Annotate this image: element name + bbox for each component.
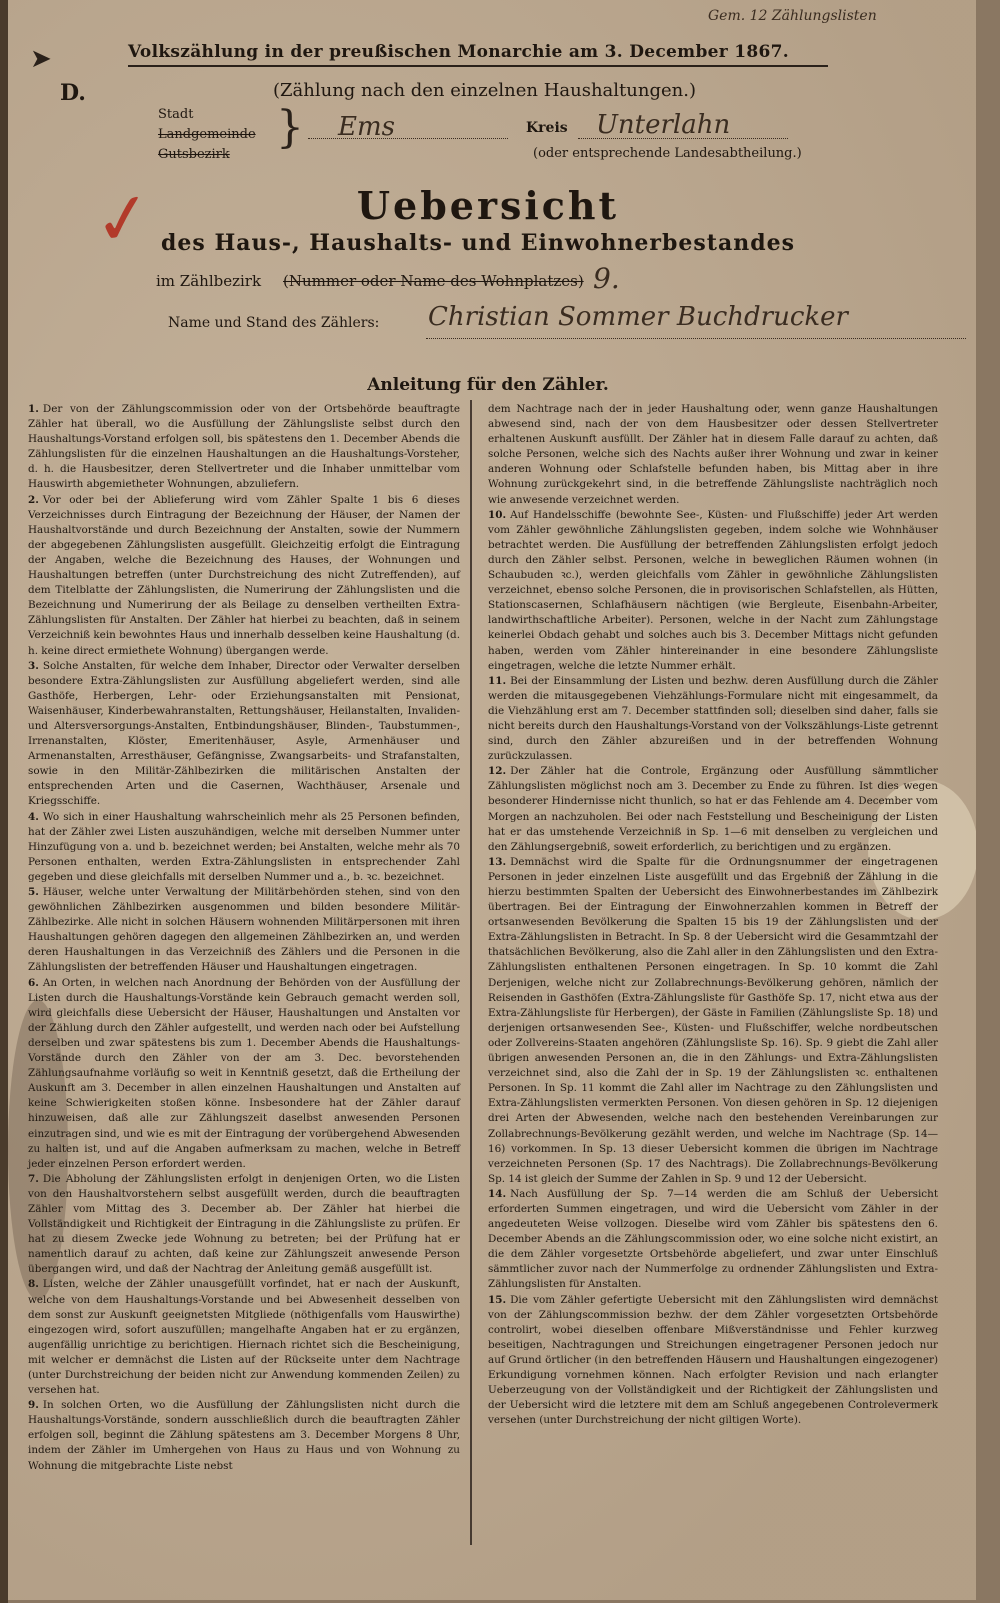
handwritten-note: Gem. 12 Zählungslisten xyxy=(708,8,877,24)
instruction-item xyxy=(28,976,460,1172)
main-title: Uebersicht xyxy=(356,183,620,228)
instruction-text: Wo sich in einer Haushaltung wahrscheinlich mehr als 25 Personen befinden, hat der Zähler zwei Listen auszuhändigen, welche mit derselben Nummer unter Hinzufügung von a. und b. bezeichnet werden; bei Anstalten, welche mehr als 70 Personen enthalten, werden Extra-Zählungslisten in entsprechender Zahl gegeben und diese gleichfalls mit derselben Nummer und a., b. ꝛc. bezeichnet. xyxy=(28,810,460,883)
instruction-item xyxy=(28,659,460,810)
instruction-item xyxy=(488,855,938,1187)
instruction-number: 13. xyxy=(488,855,507,868)
zaehlbezirk-label: im Zählbezirk xyxy=(156,272,262,290)
census-form-page xyxy=(8,0,976,1600)
instruction-text: Auf Handelsschiffe (bewohnte See-, Küsten- und Flußschiffe) jeder Art werden vom Zähler gewöhnliche Zählungslisten gegeben, indem solche wie Wohnhäuser betrachtet werden. Die Ausfüllung der betreffenden Zählungslisten erfolgt jedoch durch den Zähler selbst. Personen, welche in beweglichen Räumen wohnen (in Schaubuden ꝛc.), werden gleichfalls vom Zähler in gewöhnliche Zählungslisten verzeichnet, ebenso solche Personen, die in provisorischen Schlafstellen, als Hütten, Stationscasernen, Schlafhäusern nächtigen (wie Bergleute, Eisenbahn-Arbeiter, landwirthschaftliche Arbeiter). Personen, welche in der Nacht zum Zählungstage keinerlei Obdach gehabt und solches auch bis 3. December Mittags nicht gefunden haben, werden vom Zähler hintereinander in eine besondere Zählungsliste eingetragen, welche die letzte Nummer erhält. xyxy=(488,508,938,672)
instruction-number: 7. xyxy=(28,1172,39,1185)
instruction-item xyxy=(488,764,938,855)
zaehlbezirk-value: 9. xyxy=(593,262,620,295)
instruction-number: 8. xyxy=(28,1278,39,1291)
zaehlbezirk-struck-text: (Nummer oder Name des Wohnplatzes) xyxy=(283,272,584,290)
instruction-text: Der Zähler hat die Controle, Ergänzung oder Ausfüllung sämmtlicher Zählungslisten möglichst noch am 3. December zu Ende zu führen. Ist dies wegen besonderer Hindernisse nicht thunlich, so hat er das Fehlende am 4. December vom Morgen an nachzuholen. Bei oder nach Feststellung und Bescheinigung der Listen hat er das umstehende Verzeichniß in Sp. 1—6 mit denselben zu vergleichen und den Zählungsergebniß, soweit erforderlich, zu berichtigen und zu ergänzen. xyxy=(488,765,938,853)
kreis-value: Unterlahn xyxy=(596,110,731,140)
instruction-text: dem Nachtrage nach der in jeder Haushaltung oder, wenn ganze Haushaltungen abwesend sind, nach der von dem Hausbesitzer oder dessen Stellvertreter erhaltenen Auskunft ausfüllt. Der Zähler hat in diesem Falle darauf zu achten, daß solche Personen, welche sich des Nachts außer ihrer Wohnung und zwar in keiner anderen Wohnung oder Schlafstelle befunden haben, bis Mittag aber in ihre Wohnung zurückgekehrt sind, in die betreffende Zählungsliste nachträglich noch wie anwesende verzeichnet werden. xyxy=(488,403,938,506)
instruction-text: An Orten, in welchen nach Anordnung der Behörden von der Ausfüllung der Listen durch die Haushaltungs-Vorstände kein Gebrauch gemacht werden soll, wird gleichfalls diese Uebersicht der Häuser, Haushaltungen und Anstalten vor der Zählung durch den Zähler aufgestellt, und werden nach oder bei Aufstellung derselben und zwar spätestens bis zum 1. December Abends die Haushaltungs-Vorstände durch den Zähler von der am 3. Dec. bevorstehenden Zählungsaufnahme vorläufig so weit in Kenntniß gesetzt, daß die Ertheilung der Auskunft am 3. December in allen einzelnen Haushaltungen und Anstalten auf keine Schwierigkeiten stoßen könne. Insbesondere hat der Zähler darauf hinzuweisen, daß alle zur Zählungszeit daselbst anwesenden Personen einzutragen sind, und wie es mit der Eintragung der vorübergehend Abwesenden zu halten ist, und auf die Angaben aufmerksam zu machen, welche in Betreff jeder einzelnen Person erfordert werden. xyxy=(28,976,460,1170)
instructions-left-column xyxy=(28,402,460,1474)
instruction-number: 9. xyxy=(28,1399,39,1412)
instruction-text: Häuser, welche unter Verwaltung der Militärbehörden stehen, sind von den gewöhnlichen Zählbezirken ausgenommen und bilden besondere Militär-Zählbezirke. Alle nicht in solchen Häusern wohnenden Militärpersonen mit ihren Haushaltungen gehören dagegen den allgemeinen Zählbezirken an, und werden deren Haushaltungen in das Verzeichniß des Zählers und die Personen in die Zählungslisten der betreffenden Häuser und Haushaltungen eingetragen. xyxy=(28,886,460,974)
instruction-text: Demnächst wird die Spalte für die Ordnungsnummer der eingetragenen Personen in jeder einzelnen Liste ausgefüllt und das Ergebniß der Zählung in die hierzu bestimmten Spalten der Uebersicht des Einwohnerbestandes im Zählbezirk übertragen. Bei der Eintragung der Einwohnerzahlen kommen in Betreff der ortsanwesenden Bevölkerung die Spalten 15 bis 19 der Zählungslisten und der Extra-Zählungslisten in Betracht. In Sp. 8 der Uebersicht wird die Gesammtzahl der thatsächlichen Bevölkerung, also die Zahl aller in den Zählungslisten und den Extra-Zählungslisten enthaltenen Personen eingetragen. In Sp. 10 kommt die Zahl Derjenigen, welche nicht zur Zollabrechnungs-Bevölkerung gehören, nämlich der Reisenden in Gasthöfen (Extra-Zählungsliste für Gasthöfe Sp. 17, nicht etwa aus der Extra-Zählungsliste für Herbergen), der Gäste in Familien (Zählungsliste Sp. 18) und derjenigen ortsanwesenden See-, Küsten- und Flußschiffer, welche nordbeutschen oder Zollvereins-Staaten angehören (Zählungsliste Sp. 16). Sp. 9 giebt die Zahl aller übrigen anwesenden Personen an, die in den Zählungs- und Extra-Zählungslisten verzeichnet sind, also die Zahl der in Sp. 19 der Zählungslisten ꝛc. enthaltenen Personen. In Sp. 11 kommt die Zahl aller im Nachtrage zu den Zählungslisten und Extra-Zählungslisten vermerkten Personen. Von diesen gehören in Sp. 12 diejenigen drei Arten der Abwesenden, welche nach den bestehenden Vereinbarungen zur Zollabrechnungs-Bevölkerung gezählt werden, und welche im Nachtrage (Sp. 14—16) vorkommen. In Sp. 13 dieser Uebersicht kommen die übrigen im Nachtrage verzeichneten Personen (Sp. 17 des Nachtrags). Die Zollabrechnungs-Bevölkerung Sp. 14 ist gleich der Summe der Zahlen in Sp. 9 und 12 der Uebersicht. xyxy=(488,855,938,1185)
instruction-item xyxy=(28,493,460,659)
form-letter: D. xyxy=(60,80,86,106)
instruction-text: Nach Ausfüllung der Sp. 7—14 werden die am Schluß der Uebersicht erforderten Summen eingetragen, und wird die Uebersicht vom Zähler in der angedeuteten Weise vollzogen. Dieselbe wird vom Zähler bis spätestens den 6. December Abends an die Zählungscommission oder, wo eine solche nicht existirt, an die dem Zähler vorgesetzte Ortsbehörde abgeliefert, und zwar unter Einschluß sämmtlicher zuvor nach der Nummerfolge zu ordnender Zählungslisten und Extra-Zählungslisten für Anstalten. xyxy=(488,1187,938,1291)
instruction-number: 15. xyxy=(488,1293,507,1306)
census-subtitle: (Zählung nach den einzelnen Haushaltungen.) xyxy=(273,80,696,101)
instruction-item xyxy=(488,508,938,674)
instruction-text: Der von der Zählungscommission oder von der Ortsbehörde beauftragte Zähler hat überall, wo die Ausfüllung der Zählungsliste selbst durch den Haushaltungs-Vorstand erfolgen soll, bis spätestens den 1. December Abends die Zählungslisten für die einzelnen Haushaltungen an die Haushaltungs-Vorsteher, d. h. die Hausbesitzer, deren Stellvertreter und die Inhaber unmittelbar vom Hauswirth abgemietheter Wohnungen, abzuliefern. xyxy=(28,403,460,491)
instruction-item xyxy=(28,1398,460,1473)
zaehler-field-line xyxy=(426,338,966,339)
instruction-number: 2. xyxy=(28,493,39,506)
instruction-number: 11. xyxy=(488,674,507,687)
column-divider xyxy=(470,400,472,1545)
zaehler-value: Christian Sommer Buchdrucker xyxy=(428,302,848,332)
instruction-number: 10. xyxy=(488,508,507,521)
instruction-text: Solche Anstalten, für welche dem Inhaber, Director oder Verwalter derselben besondere Extra-Zählungslisten zur Ausfüllung abgeliefert werden, sind alle Gasthöfe, Herbergen, Lehr- oder Erziehungsanstalten mit Pensionat, Waisenhäuser, Kinderbewahranstalten, Rettungshäuser, Heilanstalten, Invaliden- und Altersversorgungs-Anstalten, Entbindungshäuser, Blinden-, Taubstummen-, Irrenanstalten, Klöster, Emeritenhäuser, Asyle, Armenhäuser und Armenanstalten, Arresthäuser, Gefängnisse, Zwangsarbeits- und Strafanstalten, sowie in den Militär-Zählbezirken die militärischen Anstalten der entsprechenden Arten und die Casernen, Wachthäuser, Arsenale und Kriegsschiffe. xyxy=(28,659,460,808)
place-type-stadt: Stadt xyxy=(158,107,194,122)
instruction-text: Die vom Zähler gefertigte Uebersicht mit den Zählungslisten wird demnächst von der Zählungscommission bezhw. der dem Zähler vorgesetzten Ortsbehörde controlirt, wobei dieselben offenbare Mißverständnisse und Fehler kurzweg beseitigen, Nachtragungen und Streichungen eingetragener Personen jedoch nur auf Grund örtlicher (in den betreffenden Häusern und Haushaltungen eingezogener) Erkundigung vornehmen können. Nach erfolgter Revision und nach erlangter Ueberzeugung von der Vollständigkeit und der Richtigkeit der Zählungslisten und der Uebersicht wird die letztere mit dem am Schluß angegebenen Controlevermerk versehen (unter Durchstreichung der nicht giltigen Worte). xyxy=(488,1293,938,1427)
instructions-right-column xyxy=(488,402,938,1428)
instruction-item xyxy=(488,674,938,765)
instruction-number: 4. xyxy=(28,810,39,823)
instruction-item xyxy=(28,1277,460,1398)
instruction-text: Die Abholung der Zählungslisten erfolgt in denjenigen Orten, wo die Listen von den Haushaltvorstehern selbst ausgefüllt werden, durch die beauftragten Zähler vom Mittag des 3. December ab. Der Zähler hat hierbei die Vollständigkeit und Richtigkeit der Eintragung in die Zählungsliste zu prüfen. Er hat zu diesem Zwecke jede Wohnung zu betreten; bei der Prüfung hat er namentlich darauf zu achten, daß keine zur Zählungszeit anwesende Person übergangen wird, und daß der Nachtrag der Anleitung gemäß ausgefüllt ist. xyxy=(28,1172,460,1276)
instruction-text: In solchen Orten, wo die Ausfüllung der Zählungslisten nicht durch die Haushaltungs-Vorstände, sondern ausschließlich durch die beauftragten Zähler erfolgen soll, beginnt die Zählung spätestens am 3. December Morgens 8 Uhr, indem der Zähler im Umhergehen von Haus zu Haus und von Wohnung zu Wohnung die mitgebrachte Liste nebst xyxy=(28,1399,460,1472)
instruction-number: 1. xyxy=(28,403,39,415)
instruction-item xyxy=(28,810,460,885)
brace-symbol: } xyxy=(276,102,304,153)
instruction-text: Bei der Einsammlung der Listen und bezhw. deren Ausfüllung durch die Zähler werden die mitausgegebenen Viehzählungs-Formulare nicht mit eingesammelt, da die Viehzählung erst am 7. December stattfinden soll; dieselben sind daher, falls sie nicht bereits durch den Haushaltungs-Vorstand von der Volkszählungs-Liste getrennt sind, durch den Zähler abzureißen und in der betreffenden Wohnung zurückzulassen. xyxy=(488,674,938,763)
census-title: Volkszählung in der preußischen Monarchie am 3. December 1867. xyxy=(128,42,828,67)
instruction-number: 5. xyxy=(28,886,39,898)
kreis-label: Kreis xyxy=(526,120,568,136)
instruction-text: Listen, welche der Zähler unausgefüllt vorfindet, hat er nach der Auskunft, welche von dem Haushaltungs-Vorstande und bei Abwesenheit desselben von dem sonst zur Auskunft geeignetsten Mitgliede (nöthigenfalls vom Hauswirthe) eingezogen wird, sofort auszufüllen; mangelhafte Angaben hat er zu ergänzen, augenfällig unrichtige zu berichtigen. Hiernach richtet sich die Bescheinigung, mit welcher er demnächst die Listen auf der Rückseite unter dem Nachtrage (unter Durchstreichung der beiden nicht zur Anwendung kommenden Zeilen) zu versehen hat. xyxy=(28,1278,460,1397)
binding-edge xyxy=(0,0,8,1603)
instruction-number: 12. xyxy=(488,765,507,778)
instruction-number: 14. xyxy=(488,1187,507,1200)
instruction-item xyxy=(488,1187,938,1293)
kreis-note: (oder entsprechende Landesabtheilung.) xyxy=(533,146,802,161)
main-subtitle: des Haus-, Haushalts- und Einwohnerbestandes xyxy=(161,230,795,256)
place-type-gutsbezirk: Gutsbezirk xyxy=(158,147,230,162)
instruction-item xyxy=(28,885,460,976)
red-check-mark-icon: ✓ xyxy=(88,174,159,264)
instruction-item xyxy=(488,1293,938,1429)
instruction-item xyxy=(28,1172,460,1278)
place-type-landgemeinde: Landgemeinde xyxy=(158,127,256,142)
instruction-item xyxy=(488,402,938,508)
place-value: Ems xyxy=(338,112,395,142)
instruction-item xyxy=(28,402,460,493)
instruction-number: 3. xyxy=(28,659,39,672)
zaehler-label: Name und Stand des Zählers: xyxy=(168,315,380,331)
arrow-marker-icon: ➤ xyxy=(30,44,52,74)
instruction-number: 6. xyxy=(28,976,39,989)
place-type-list xyxy=(158,105,256,165)
instruction-text: Vor oder bei der Ablieferung wird vom Zähler Spalte 1 bis 6 dieses Verzeichnisses durch Eintragung der Bezeichnung der Häuser, der Namen der Haushaltvorstände und durch Bezeichnung der Anstalten, sowie der Nummern der abgegebenen Zählungslisten ausgefüllt. Gleichzeitig erfolgt die Eintragung der Angaben, welche die Bezeichnung des Hauses, der Wohnungen und Haushaltungen betreffen (unter Durchstreichung des nicht Zutreffenden), auf dem Titelblatte der Zählungslisten, die Numerirung der Zählungslisten und die Bezeichnung und Numerirung der als Beilage zu denselben vertheilten Extra-Zählungslisten für Anstalten. Der Zähler hat hierbei zu beachten, daß in seinem Verzeichniß kein bewohntes Haus und innerhalb desselben keine Haushaltung (d. h. keine direct ermiethete Wohnung) übergangen werde. xyxy=(28,493,461,657)
instructions-title: Anleitung für den Zähler. xyxy=(367,375,609,395)
